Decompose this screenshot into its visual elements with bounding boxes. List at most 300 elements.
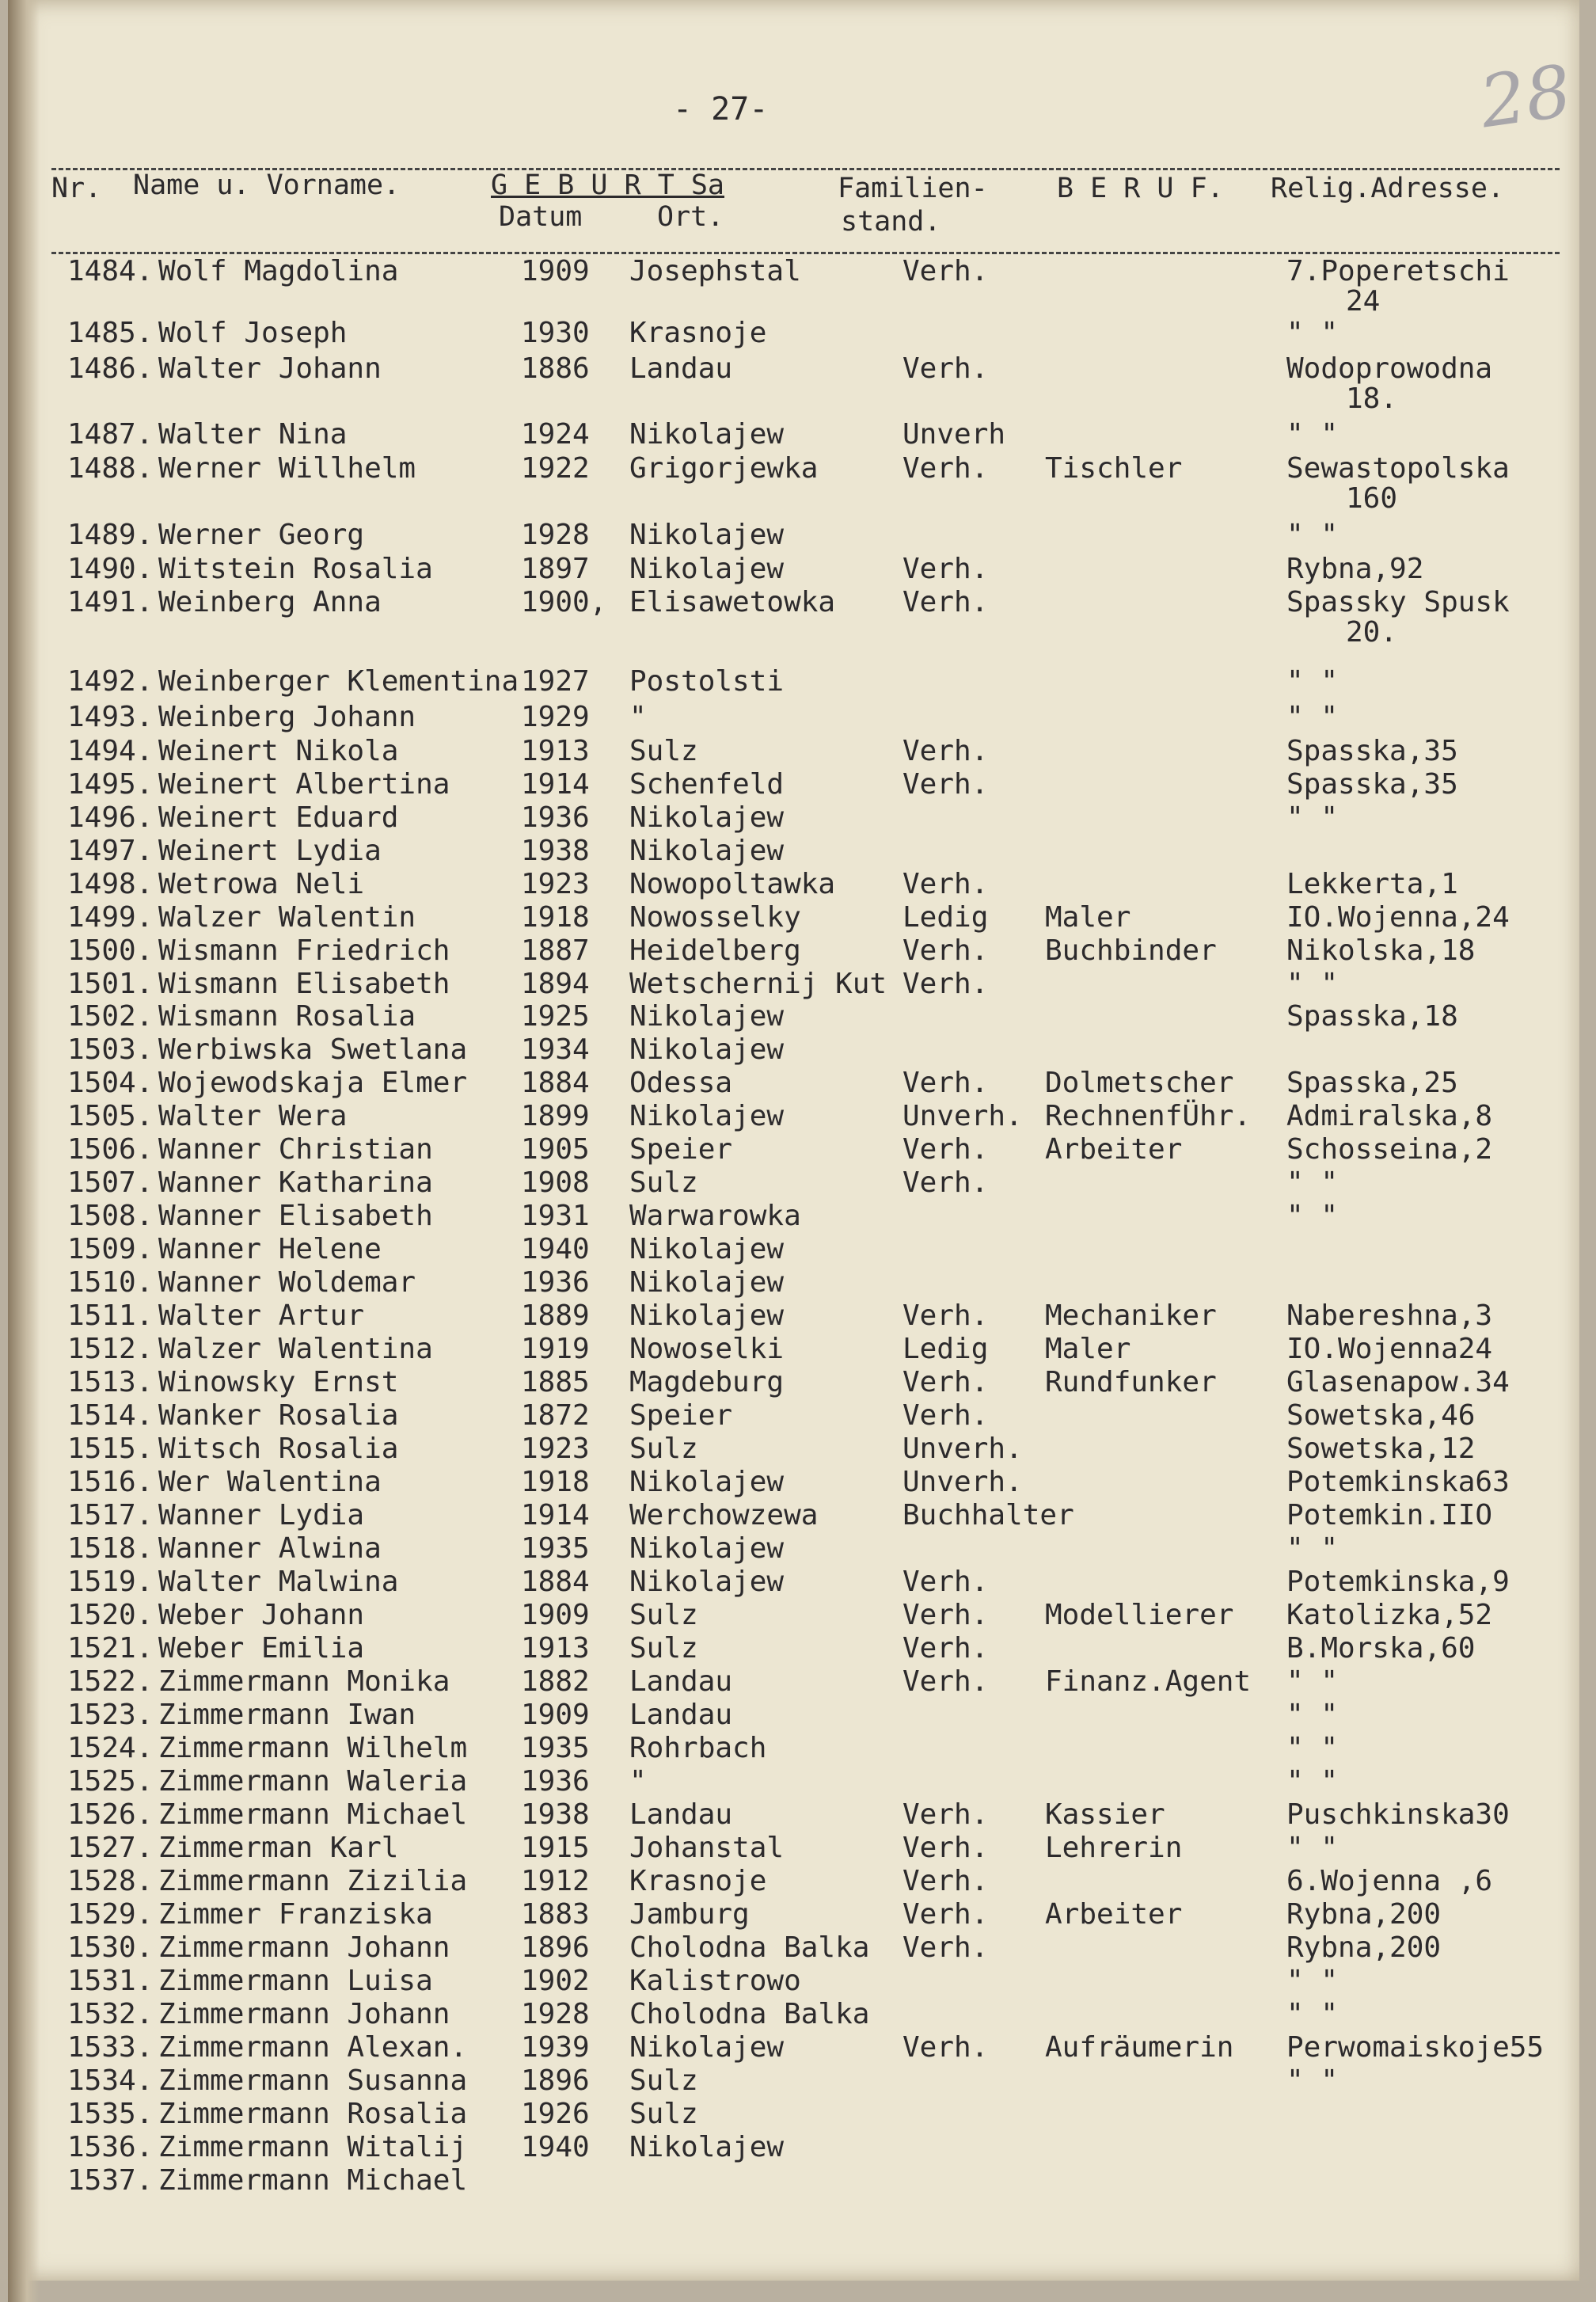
cell-nr: 1517. — [67, 1499, 154, 1531]
cell-nr: 1496. — [67, 801, 154, 834]
cell-addr: " " — [1286, 1665, 1339, 1698]
table-row — [8, 586, 1579, 649]
table-row — [8, 1100, 1579, 1133]
cell-place: Sulz — [629, 1632, 698, 1665]
table-row — [8, 1133, 1579, 1166]
cell-place: Sulz — [629, 1166, 698, 1199]
cell-fam: Verh. — [902, 352, 989, 385]
cell-year: 1896 — [521, 2064, 590, 2097]
cell-addr: " " — [1286, 1832, 1339, 1864]
cell-place: Landau — [629, 1798, 733, 1831]
cell-place: Landau — [629, 1699, 733, 1731]
cell-fam: Unverh — [902, 418, 1006, 451]
cell-beruf: Mechaniker — [1045, 1299, 1217, 1332]
cell-addr: IO.Wojenna,24 — [1286, 901, 1510, 934]
cell-name: Weinert Eduard — [158, 801, 399, 834]
header-familien: Familien- — [838, 173, 988, 204]
cell-addr: Potemkinska63 — [1286, 1466, 1510, 1498]
cell-nr: 1490. — [67, 553, 154, 585]
table-row — [8, 1366, 1579, 1399]
cell-year: 1938 — [521, 835, 590, 867]
document-page — [8, 0, 1579, 2281]
cell-name: Wolf Joseph — [158, 317, 348, 349]
cell-year: 1889 — [521, 1299, 590, 1332]
header-name: Name u. Vorname. — [133, 169, 401, 201]
cell-addr: " " — [1286, 1200, 1339, 1232]
cell-year: 1909 — [521, 255, 590, 287]
cell-year: 1872 — [521, 1399, 590, 1432]
cell-fam: Buchhalter — [902, 1499, 1074, 1531]
cell-place: Nikolajew — [629, 1100, 785, 1132]
cell-place: Sulz — [629, 2064, 698, 2097]
cell-beruf: Finanz.Agent — [1045, 1665, 1252, 1698]
cell-nr: 1522. — [67, 1665, 154, 1698]
cell-place: Wetschernij Kut — [629, 968, 887, 1000]
cell-addr: " " — [1286, 1166, 1339, 1199]
cell-fam: Ledig — [902, 901, 989, 934]
cell-fam: Verh. — [902, 1067, 989, 1099]
header-beruf: B E R U F. — [1057, 173, 1224, 204]
cell-addr: " " — [1286, 665, 1339, 698]
cell-name: Wanner Katharina — [158, 1166, 433, 1199]
table-row — [8, 901, 1579, 934]
cell-fam: Verh. — [902, 1832, 989, 1864]
cell-nr: 1520. — [67, 1599, 154, 1631]
table-row — [8, 255, 1579, 318]
cell-place: Landau — [629, 1665, 733, 1698]
cell-year: 1905 — [521, 1133, 590, 1166]
cell-year: 1909 — [521, 1599, 590, 1631]
cell-name: Zimmermann Luisa — [158, 1965, 433, 1997]
cell-year: 1908 — [521, 1166, 590, 1199]
cell-addr: Spassky Spusk — [1286, 586, 1510, 618]
table-row — [8, 701, 1579, 734]
cell-addr: Schosseina,2 — [1286, 1133, 1493, 1166]
cell-addr: Lekkerta,1 — [1286, 868, 1458, 900]
table-row — [8, 1532, 1579, 1566]
header-geburt: G E B U R T Sa — [491, 169, 725, 201]
cell-nr: 1511. — [67, 1299, 154, 1332]
table-row — [8, 801, 1579, 835]
cell-year: 1928 — [521, 1998, 590, 2030]
cell-nr: 1489. — [67, 519, 154, 551]
cell-addr: " " — [1286, 1699, 1339, 1731]
cell-place: Josephstal — [629, 255, 801, 287]
cell-place: Nikolajew — [629, 1233, 785, 1265]
cell-name: Weinberger Klementina — [158, 665, 519, 698]
cell-fam: Verh. — [902, 968, 989, 1000]
cell-name: Winowsky Ernst — [158, 1366, 399, 1398]
cell-nr: 1537. — [67, 2164, 154, 2197]
cell-fam: Verh. — [902, 1665, 989, 1698]
cell-nr: 1505. — [67, 1100, 154, 1132]
cell-year: 1882 — [521, 1665, 590, 1698]
cell-beruf: Buchbinder — [1045, 934, 1217, 967]
cell-year: 1897 — [521, 553, 590, 585]
table-row — [8, 2164, 1579, 2197]
cell-fam: Verh. — [902, 1931, 989, 1964]
header-nr: Nr. — [51, 173, 102, 204]
cell-name: Walzer Walentina — [158, 1333, 433, 1365]
cell-addr: " " — [1286, 968, 1339, 1000]
cell-addr: " " — [1286, 1732, 1339, 1764]
cell-fam: Verh. — [902, 735, 989, 767]
table-row — [8, 352, 1579, 415]
cell-year: 1924 — [521, 418, 590, 451]
cell-place: Magdeburg — [629, 1366, 785, 1398]
table-row — [8, 1333, 1579, 1366]
cell-fam: Verh. — [902, 1865, 989, 1897]
cell-year: 1938 — [521, 1798, 590, 1831]
cell-name: Weber Emilia — [158, 1632, 365, 1665]
cell-nr: 1533. — [67, 2031, 154, 2064]
table-row — [8, 1832, 1579, 1865]
cell-fam: Verh. — [902, 1166, 989, 1199]
cell-nr: 1519. — [67, 1566, 154, 1598]
cell-fam: Verh. — [902, 452, 989, 485]
cell-name: Zimmermann Witalij — [158, 2131, 468, 2163]
cell-addr: Sewastopolska — [1286, 452, 1510, 485]
cell-addr: Perwomaiskoje55 — [1286, 2031, 1545, 2064]
cell-nr: 1499. — [67, 901, 154, 934]
cell-place: Nikolajew — [629, 1566, 785, 1598]
cell-year: 1884 — [521, 1566, 590, 1598]
cell-name: Wolf Magdolina — [158, 255, 399, 287]
table-row — [8, 2064, 1579, 2098]
cell-year: 1918 — [521, 901, 590, 934]
table-row — [8, 1067, 1579, 1100]
cell-name: Werbiwska Swetlana — [158, 1033, 468, 1066]
cell-nr: 1487. — [67, 418, 154, 451]
cell-beruf: Maler — [1045, 901, 1131, 934]
cell-name: Werner Georg — [158, 519, 365, 551]
cell-addr: " " — [1286, 317, 1339, 349]
table-row — [8, 553, 1579, 586]
cell-place: Nikolajew — [629, 1000, 785, 1033]
cell-year: 1899 — [521, 1100, 590, 1132]
cell-fam: Unverh. — [902, 1433, 1023, 1465]
table-row — [8, 1299, 1579, 1333]
cell-year: 1923 — [521, 1433, 590, 1465]
cell-place: Postolsti — [629, 665, 785, 698]
cell-nr: 1530. — [67, 1931, 154, 1964]
cell-place: Grigorjewka — [629, 452, 819, 485]
cell-nr: 1527. — [67, 1832, 154, 1864]
cell-fam: Verh. — [902, 1399, 989, 1432]
cell-place: Sulz — [629, 1433, 698, 1465]
cell-nr: 1491. — [67, 586, 154, 618]
cell-addr: Katolizka,52 — [1286, 1599, 1493, 1631]
cell-place: Krasnoje — [629, 317, 767, 349]
cell-nr: 1509. — [67, 1233, 154, 1265]
cell-name: Zimmer Franziska — [158, 1898, 433, 1931]
cell-addr: Admiralska,8 — [1286, 1100, 1493, 1132]
table-row — [8, 2098, 1579, 2131]
cell-nr: 1516. — [67, 1466, 154, 1498]
table-row — [8, 1965, 1579, 1998]
cell-name: Zimmermann Zizilia — [158, 1865, 468, 1897]
cell-place: Nikolajew — [629, 1299, 785, 1332]
cell-nr: 1508. — [67, 1200, 154, 1232]
cell-year: 1922 — [521, 452, 590, 485]
cell-nr: 1506. — [67, 1133, 154, 1166]
cell-fam: Verh. — [902, 1566, 989, 1598]
table-row — [8, 665, 1579, 698]
cell-name: Weinberg Anna — [158, 586, 382, 618]
cell-year: 1918 — [521, 1466, 590, 1498]
cell-year: 1914 — [521, 1499, 590, 1531]
cell-name: Weinberg Johann — [158, 701, 416, 733]
cell-name: Zimmermann Johann — [158, 1931, 450, 1964]
cell-year: 1931 — [521, 1200, 590, 1232]
cell-year: 1934 — [521, 1033, 590, 1066]
cell-year: 1886 — [521, 352, 590, 385]
page-number: - 27- — [673, 91, 769, 127]
table-row — [8, 1266, 1579, 1299]
table-row — [8, 1998, 1579, 2031]
cell-year: 1913 — [521, 735, 590, 767]
table-row — [8, 934, 1579, 968]
cell-nr: 1514. — [67, 1399, 154, 1432]
header-ort: Ort. — [657, 201, 724, 233]
cell-place: Nikolajew — [629, 519, 785, 551]
cell-place: Nikolajew — [629, 1532, 785, 1565]
cell-nr: 1494. — [67, 735, 154, 767]
header-bottom-rule — [51, 252, 1560, 254]
cell-nr: 1507. — [67, 1166, 154, 1199]
table-row — [8, 1033, 1579, 1067]
cell-name: Wanner Helene — [158, 1233, 382, 1265]
cell-year: 1913 — [521, 1632, 590, 1665]
cell-name: Wanner Elisabeth — [158, 1200, 433, 1232]
cell-name: Zimmermann Wilhelm — [158, 1732, 468, 1764]
cell-fam: Verh. — [902, 586, 989, 618]
cell-addr: " " — [1286, 2064, 1339, 2097]
cell-addr: Nikolska,18 — [1286, 934, 1476, 967]
table-row — [8, 1466, 1579, 1499]
cell-name: Wer Walentina — [158, 1466, 382, 1498]
cell-year: 1940 — [521, 1233, 590, 1265]
cell-addr2: 160 — [1346, 482, 1398, 515]
cell-nr: 1486. — [67, 352, 154, 385]
table-row — [8, 735, 1579, 768]
cell-name: Zimmermann Michael — [158, 2164, 468, 2197]
table-row — [8, 1433, 1579, 1466]
cell-place: Nowopoltawka — [629, 868, 836, 900]
cell-addr: " " — [1286, 1965, 1339, 1997]
cell-addr: Sowetska,46 — [1286, 1399, 1476, 1432]
cell-place: Speier — [629, 1133, 733, 1166]
cell-year: 1936 — [521, 801, 590, 834]
table-row — [8, 1000, 1579, 1033]
header-stand: stand. — [841, 206, 941, 238]
cell-nr: 1536. — [67, 2131, 154, 2163]
cell-name: Weinert Albertina — [158, 768, 450, 801]
cell-nr: 1529. — [67, 1898, 154, 1931]
cell-addr: " " — [1286, 1998, 1339, 2030]
cell-nr: 1518. — [67, 1532, 154, 1565]
cell-name: Weinert Lydia — [158, 835, 382, 867]
handwritten-page-number: 28 — [1475, 49, 1577, 145]
cell-year: 1925 — [521, 1000, 590, 1033]
cell-addr: IO.Wojenna24 — [1286, 1333, 1493, 1365]
cell-name: Wismann Elisabeth — [158, 968, 450, 1000]
cell-year: 1929 — [521, 701, 590, 733]
table-row — [8, 317, 1579, 350]
cell-fam: Verh. — [902, 868, 989, 900]
cell-addr: " " — [1286, 1765, 1339, 1798]
cell-name: Wanner Lydia — [158, 1499, 365, 1531]
table-row — [8, 1765, 1579, 1798]
cell-nr: 1498. — [67, 868, 154, 900]
cell-fam: Unverh. — [902, 1100, 1023, 1132]
cell-year: 1883 — [521, 1898, 590, 1931]
cell-nr: 1493. — [67, 701, 154, 733]
cell-addr: Glasenapow.34 — [1286, 1366, 1510, 1398]
cell-place: Cholodna Balka — [629, 1998, 870, 2030]
cell-fam: Verh. — [902, 1299, 989, 1332]
table-row — [8, 1732, 1579, 1765]
cell-nr: 1535. — [67, 2098, 154, 2130]
table-row — [8, 1166, 1579, 1200]
cell-nr: 1495. — [67, 768, 154, 801]
cell-addr: Spasska,18 — [1286, 1000, 1458, 1033]
cell-addr: 7.Poperetschi — [1286, 255, 1510, 287]
cell-beruf: Arbeiter — [1045, 1133, 1183, 1166]
cell-nr: 1513. — [67, 1366, 154, 1398]
cell-nr: 1531. — [67, 1965, 154, 1997]
cell-place: Sulz — [629, 2098, 698, 2130]
cell-addr: Spasska,35 — [1286, 768, 1458, 801]
table-row — [8, 452, 1579, 515]
cell-name: Wanner Alwina — [158, 1532, 382, 1565]
table-row — [8, 1931, 1579, 1965]
cell-place: Jamburg — [629, 1898, 750, 1931]
table-row — [8, 768, 1579, 801]
cell-addr: Potemkin.IIO — [1286, 1499, 1493, 1531]
table-row — [8, 1632, 1579, 1665]
cell-year: 1902 — [521, 1965, 590, 1997]
cell-place: Nikolajew — [629, 2131, 785, 2163]
cell-name: Zimmerman Karl — [158, 1832, 399, 1864]
cell-nr: 1534. — [67, 2064, 154, 2097]
cell-name: Werner Willhelm — [158, 452, 416, 485]
table-row — [8, 868, 1579, 901]
cell-addr: Sowetska,12 — [1286, 1433, 1476, 1465]
cell-fam: Verh. — [902, 1898, 989, 1931]
cell-fam: Verh. — [902, 1632, 989, 1665]
table-row — [8, 1898, 1579, 1931]
cell-nr: 1512. — [67, 1333, 154, 1365]
cell-place: Nikolajew — [629, 835, 785, 867]
cell-name: Witsch Rosalia — [158, 1433, 399, 1465]
cell-nr: 1503. — [67, 1033, 154, 1066]
table-row — [8, 519, 1579, 552]
cell-nr: 1485. — [67, 317, 154, 349]
cell-nr: 1524. — [67, 1732, 154, 1764]
cell-year: 1914 — [521, 768, 590, 801]
table-row — [8, 1233, 1579, 1266]
cell-nr: 1523. — [67, 1699, 154, 1731]
cell-year: 1894 — [521, 968, 590, 1000]
cell-addr: " " — [1286, 701, 1339, 733]
cell-addr: 6.Wojenna ,6 — [1286, 1865, 1493, 1897]
cell-nr: 1515. — [67, 1433, 154, 1465]
cell-fam: Verh. — [902, 934, 989, 967]
cell-beruf: Kassier — [1045, 1798, 1165, 1831]
cell-place: Cholodna Balka — [629, 1931, 870, 1964]
cell-place: Heidelberg — [629, 934, 801, 967]
cell-name: Wetrowa Neli — [158, 868, 365, 900]
cell-place: " — [629, 701, 647, 733]
table-row — [8, 2131, 1579, 2164]
cell-name: Zimmermann Waleria — [158, 1765, 468, 1798]
header-relig-adresse: Relig.Adresse. — [1271, 173, 1505, 204]
cell-name: Zimmermann Johann — [158, 1998, 450, 2030]
cell-addr: B.Morska,60 — [1286, 1632, 1476, 1665]
cell-year: 1887 — [521, 934, 590, 967]
table-row — [8, 2031, 1579, 2064]
cell-nr: 1526. — [67, 1798, 154, 1831]
cell-name: Zimmermann Rosalia — [158, 2098, 468, 2130]
cell-fam: Verh. — [902, 553, 989, 585]
cell-name: Wismann Friedrich — [158, 934, 450, 967]
cell-place: Nikolajew — [629, 1033, 785, 1066]
cell-place: Warwarowka — [629, 1200, 801, 1232]
cell-name: Weber Johann — [158, 1599, 365, 1631]
cell-year: 1912 — [521, 1865, 590, 1897]
cell-beruf: RechnenfÜhr. — [1045, 1100, 1252, 1132]
cell-year: 1909 — [521, 1699, 590, 1731]
cell-place: Nowosselky — [629, 901, 801, 934]
cell-fam: Verh. — [902, 255, 989, 287]
cell-place: Rohrbach — [629, 1732, 767, 1764]
cell-name: Walter Johann — [158, 352, 382, 385]
cell-fam: Ledig — [902, 1333, 989, 1365]
cell-nr: 1521. — [67, 1632, 154, 1665]
cell-place: Nowoselki — [629, 1333, 785, 1365]
cell-year: 1939 — [521, 2031, 590, 2064]
table-row — [8, 1399, 1579, 1433]
table-row — [8, 1200, 1579, 1233]
cell-fam: Verh. — [902, 1366, 989, 1398]
cell-year: 1926 — [521, 2098, 590, 2130]
table-row — [8, 1599, 1579, 1632]
cell-place: Nikolajew — [629, 418, 785, 451]
table-row — [8, 1566, 1579, 1599]
cell-nr: 1501. — [67, 968, 154, 1000]
cell-place: Landau — [629, 352, 733, 385]
cell-year: 1900, — [521, 586, 607, 618]
cell-year: 1919 — [521, 1333, 590, 1365]
cell-name: Walter Wera — [158, 1100, 348, 1132]
cell-year: 1927 — [521, 665, 590, 698]
cell-place: Elisawetowka — [629, 586, 836, 618]
cell-year: 1935 — [521, 1732, 590, 1764]
cell-place: Johanstal — [629, 1832, 785, 1864]
cell-name: Zimmermann Iwan — [158, 1699, 416, 1731]
cell-name: Zimmermann Monika — [158, 1665, 450, 1698]
cell-fam: Verh. — [902, 1133, 989, 1166]
cell-year: 1928 — [521, 519, 590, 551]
cell-name: Wojewodskaja Elmer — [158, 1067, 468, 1099]
cell-addr: " " — [1286, 1532, 1339, 1565]
cell-year: 1885 — [521, 1366, 590, 1398]
cell-nr: 1484. — [67, 255, 154, 287]
cell-nr: 1502. — [67, 1000, 154, 1033]
cell-nr: 1497. — [67, 835, 154, 867]
cell-addr2: 20. — [1346, 616, 1398, 649]
